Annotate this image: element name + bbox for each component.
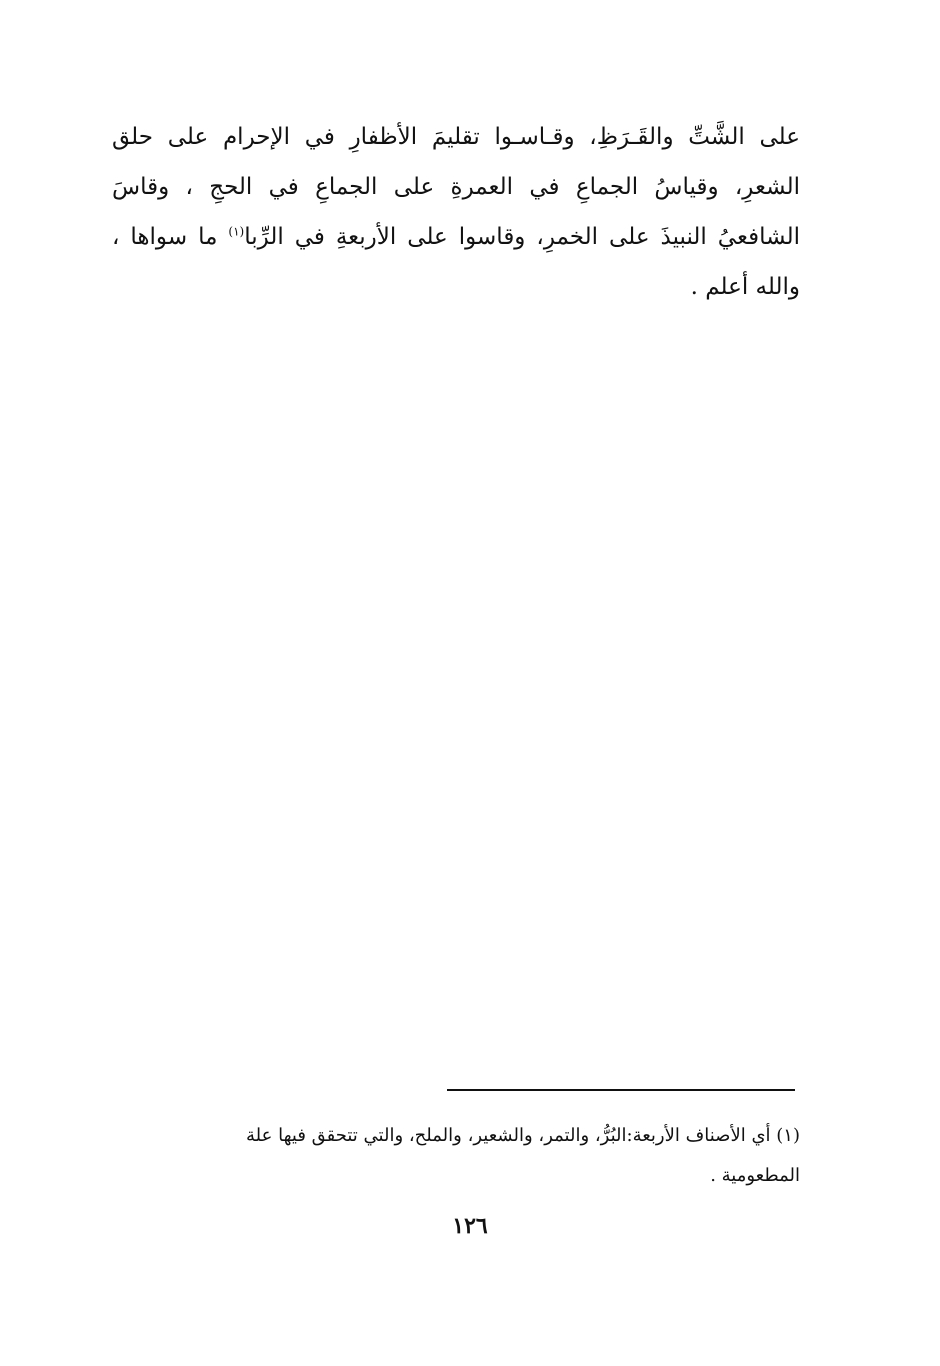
paragraph-line-3-text: الشافعيُ النبيذَ على الخمرِ، وقاسوا على الأربعةِ في الرِّبا bbox=[244, 224, 800, 250]
paragraph-line-2: الشعرِ، وقياسُ الجماعِ في العمرةِ على الجماعِ في الحجِ ، وقاسَ bbox=[112, 174, 800, 200]
paragraph-line-1: على الشَّتِّ والقَـرَظِ، وقـاسـوا تقليمَ الأظفارِ في الإحرام على حلق bbox=[112, 124, 800, 150]
paragraph-line-3-tail: ما سواها ، bbox=[112, 224, 229, 250]
footnote-reference-marker: (١) bbox=[228, 224, 245, 239]
footnote-line-1: (١) أي الأصناف الأربعة:البُرُّ، والتمر، والشعير، والملح، والتي تتحقق فيها علة bbox=[246, 1125, 800, 1146]
paragraph-line-4: والله أعلم . bbox=[690, 274, 800, 300]
footnote bbox=[112, 1116, 800, 1196]
page-number: ١٢٦ bbox=[452, 1213, 488, 1239]
footnote-line-2: المطعومية . bbox=[710, 1165, 800, 1186]
footnote-separator bbox=[447, 1089, 795, 1091]
paragraph-line-3 bbox=[112, 212, 800, 262]
main-paragraph bbox=[112, 112, 800, 312]
